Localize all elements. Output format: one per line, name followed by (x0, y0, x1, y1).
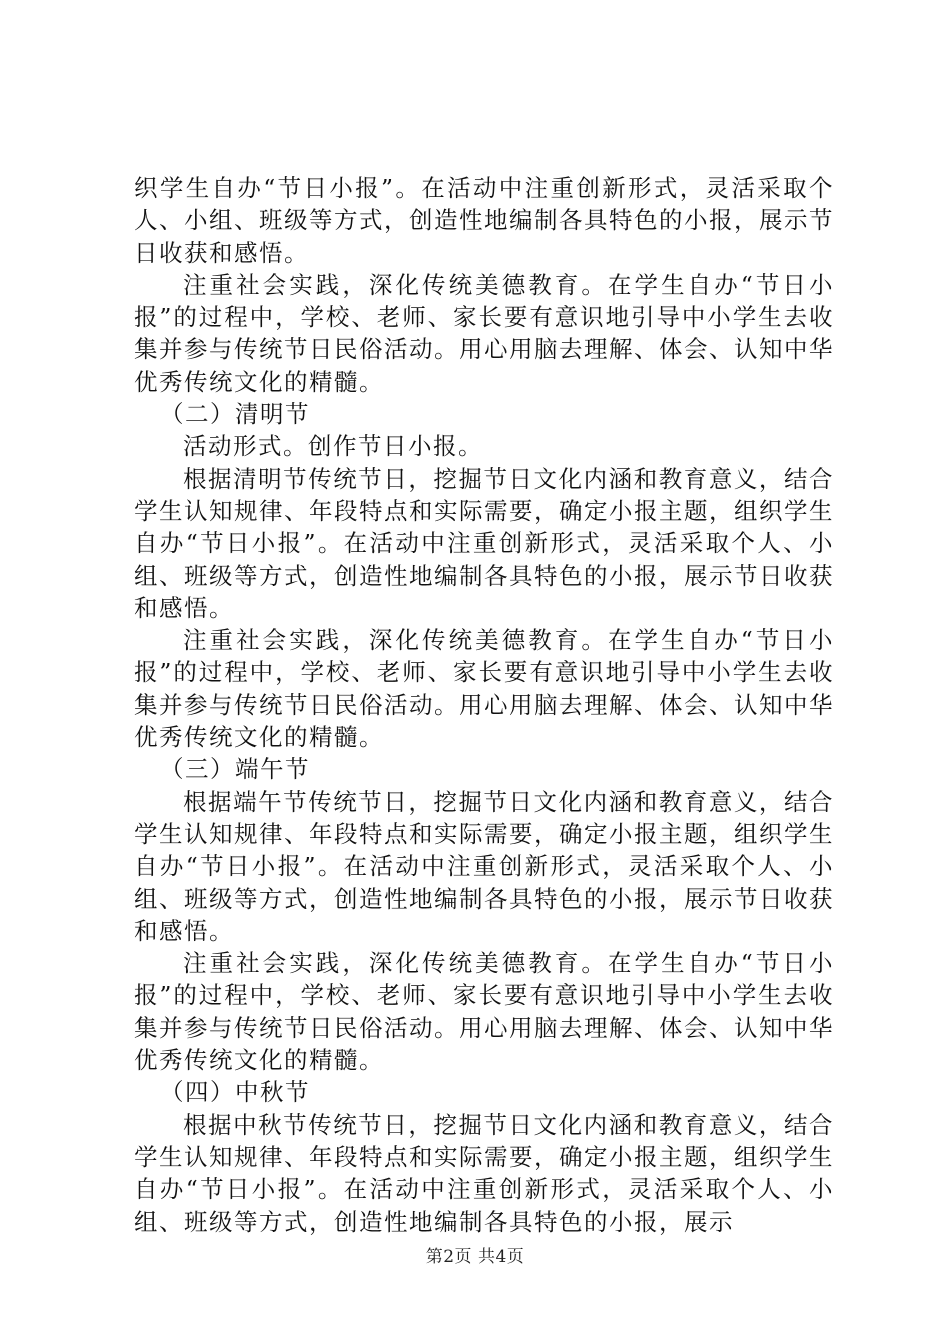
document-body (134, 172, 834, 1238)
paragraph: 根据清明节传统节日，挖掘节日文化内涵和教育意义，结合学生认知规律、年段特点和实际需要，确定小报主题，组织学生自办“节日小报”。在活动中注重创新形式，灵活采取个人、小组、班级等方式，创造性地编制各具特色的小报，展示节日收获和感悟。 (134, 464, 834, 622)
paragraph: 注重社会实践，深化传统美德教育。在学生自办“节日小报”的过程中，学校、老师、家长要有意识地引导中小学生去收集并参与传统节日民俗活动。用心用脑去理解、体会、认知中华优秀传统文化的精髓。 (134, 270, 834, 396)
activity-form-line: 活动形式。创作节日小报。 (183, 432, 483, 461)
paragraph: 根据端午节传统节日，挖掘节日文化内涵和教育意义，结合学生认知规律、年段特点和实际需要，确定小报主题，组织学生自办“节日小报”。在活动中注重创新形式，灵活采取个人、小组、班级等方式，创造性地编制各具特色的小报，展示节日收获和感悟。 (134, 787, 834, 945)
section-heading-zhongqiu: （四）中秋节 (160, 1078, 310, 1107)
page-number-footer: 第2页 共4页 (425, 1247, 525, 1267)
paragraph: 注重社会实践，深化传统美德教育。在学生自办“节日小报”的过程中，学校、老师、家长要有意识地引导中小学生去收集并参与传统节日民俗活动。用心用脑去理解、体会、认知中华优秀传统文化的精髓。 (134, 626, 834, 752)
section-heading-qingming: （二）清明节 (160, 400, 310, 429)
section-heading-duanwu: （三）端午节 (160, 755, 310, 784)
paragraph: 注重社会实践，深化传统美德教育。在学生自办“节日小报”的过程中，学校、老师、家长要有意识地引导中小学生去收集并参与传统节日民俗活动。用心用脑去理解、体会、认知中华优秀传统文化的精髓。 (134, 949, 834, 1075)
paragraph: 根据中秋节传统节日，挖掘节日文化内涵和教育意义，结合学生认知规律、年段特点和实际需要，确定小报主题，组织学生自办“节日小报”。在活动中注重创新形式，灵活采取个人、小组、班级等方式，创造性地编制各具特色的小报，展示 (134, 1110, 834, 1236)
paragraph: 织学生自办“节日小报”。在活动中注重创新形式，灵活采取个人、小组、班级等方式，创造性地编制各具特色的小报，展示节日收获和感悟。 (134, 174, 834, 267)
